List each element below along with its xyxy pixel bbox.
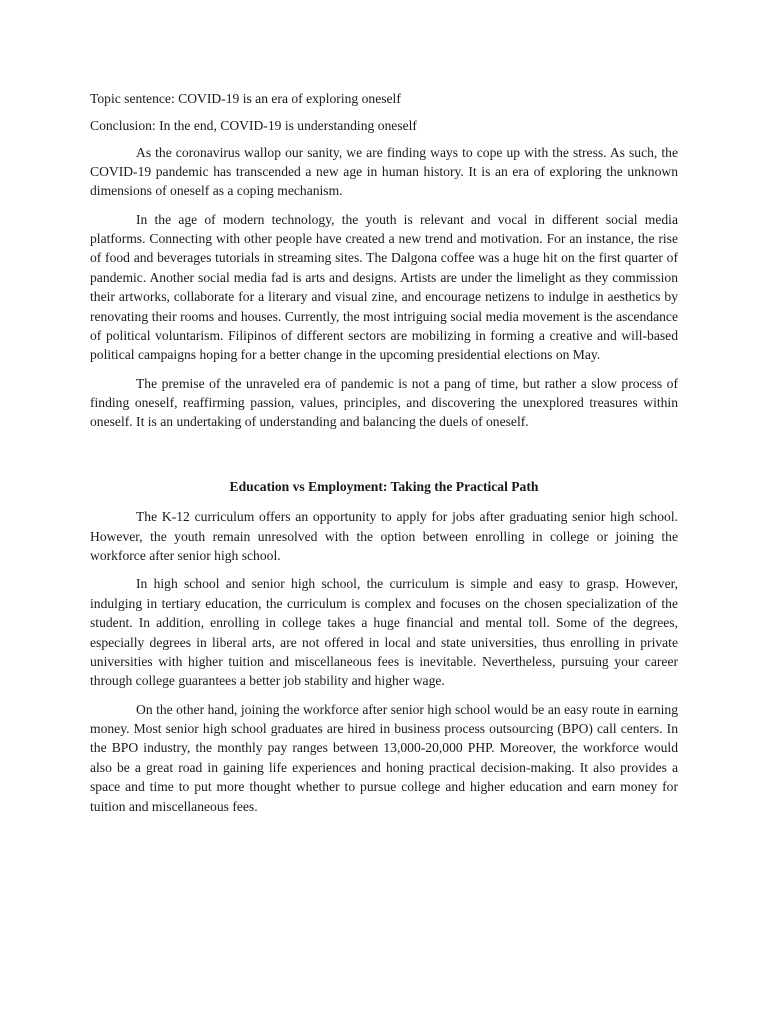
paragraph: On the other hand, joining the workforce after senior high school would be an easy route in earning money. Most senior high school graduates are hired in business process outsourcing (BPO) call centers. In the BPO industry, the monthly pay ranges between 13,000-20,000 PHP. Moreover, the workforce would also be a great road in gaining life experiences and honing practical decision-making. It also provides a space and time to put more thought whether to pursue college and higher education and earn money for tuition and miscellaneous fees.	[90, 701, 678, 814]
paragraph: As the coronavirus wallop our sanity, we are finding ways to cope up with the stress. As such, the COVID-19 pandemic has transcended a new age in human history. It is an era of exploring the unknown dimensions of oneself as a coping mechanism.	[90, 144, 678, 199]
paragraph: In the age of modern technology, the youth is relevant and vocal in different social media platforms. Connecting with other people have created a new trend and motivation. For an instance, the rise of food and beverages tutorials in streaming sites. The Dalgona coffee was a huge hit on the first quarter of pandemic. Another social media fad is arts and designs. Artists are under the limelight as they commission their artworks, collaborate for a literary and visual zine, and encourage netizens to indulge in aesthetics by renovating their rooms and houses. Currently, the most intriguing social media movement is the ascendance of political voluntarism. Filipinos of different sectors are mobilizing in forming a creative and will-based political campaigns hoping for a better change in the upcoming presidential elections on May.	[90, 211, 678, 363]
paragraph: The K-12 curriculum offers an opportunity to apply for jobs after graduating senior high school. However, the youth remain unresolved with the option between enrolling in college or joining the workforce after senior high school.	[90, 509, 678, 564]
document-page	[90, 89, 678, 825]
paragraph: The premise of the unraveled era of pandemic is not a pang of time, but rather a slow process of finding oneself, reaffirming passion, values, principles, and discovering the unexplored treasures within oneself. It is an undertaking of understanding and balancing the duels of oneself.	[90, 375, 678, 430]
paragraph: In high school and senior high school, the curriculum is simple and easy to grasp. However, indulging in tertiary education, the curriculum is complex and focuses on the chosen specialization of the student. In addition, enrolling in college takes a huge financial and mental toll. Some of the degrees, especially degrees in liberal arts, are not offered in local and state universities, thus enrolling in private universities with higher tuition and miscellaneous fees is inevitable. Nevertheless, pursuing your career through college guarantees a better job stability and higher wage.	[90, 576, 678, 689]
section-heading: Education vs Employment: Taking the Practical Path	[229, 478, 539, 494]
conclusion-line: Conclusion: In the end, COVID-19 is understanding oneself	[90, 117, 417, 133]
topic-sentence: Topic sentence: COVID-19 is an era of exploring oneself	[90, 91, 401, 106]
